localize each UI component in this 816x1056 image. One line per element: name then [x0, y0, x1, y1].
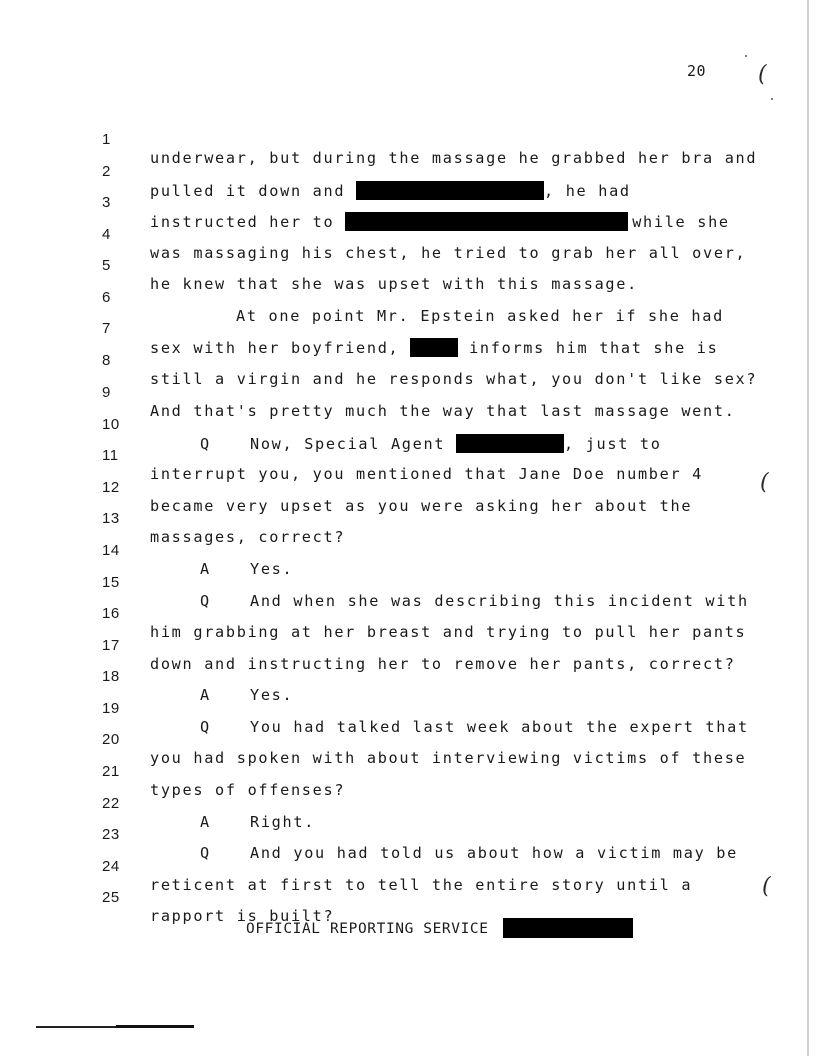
line-number: 10 — [102, 416, 120, 433]
line-text: , he had — [544, 182, 631, 200]
line-number: 8 — [102, 352, 111, 369]
transcript-line — [0, 650, 760, 704]
line-text: was massaging his chest, he tried to grab her all over, — [150, 244, 747, 262]
transcript-line — [0, 524, 760, 578]
speaker-label: Q — [200, 592, 211, 610]
line-text: Yes. — [250, 686, 294, 704]
line-text: instructed her to — [150, 213, 346, 231]
transcript-line — [0, 587, 760, 641]
line-number: 18 — [102, 668, 120, 685]
line-number: 4 — [102, 226, 111, 243]
scan-edge-rule — [807, 0, 809, 1056]
transcript-line — [0, 461, 760, 515]
transcript-line — [0, 176, 760, 231]
transcript-line — [0, 492, 760, 546]
transcript-line — [0, 208, 760, 262]
line-number: 14 — [102, 542, 120, 559]
transcript-line — [0, 713, 760, 767]
line-number: 7 — [102, 320, 111, 337]
margin-mark: ( — [762, 874, 771, 899]
speaker-label: Q — [200, 718, 211, 736]
line-number: 17 — [102, 637, 120, 654]
transcript-line — [0, 271, 760, 325]
line-text: down and instructing her to remove her pants, correct? — [150, 655, 736, 673]
line-text: massages, correct? — [150, 528, 346, 546]
transcript-line — [0, 682, 760, 736]
line-text: pulled it down and — [150, 182, 357, 200]
line-number: 20 — [102, 731, 120, 748]
line-number: 22 — [102, 795, 120, 812]
line-number: 9 — [102, 384, 111, 401]
speaker-label: A — [200, 560, 211, 578]
line-text: And that's pretty much the way that last massage went. — [150, 402, 736, 420]
line-number: 5 — [102, 257, 111, 274]
line-text: Now, Special Agent — [250, 435, 457, 453]
line-number: 15 — [102, 574, 120, 591]
line-text: interrupt you, you mentioned that Jane Doe number 4 — [150, 465, 704, 483]
line-text: Yes. — [250, 560, 294, 578]
line-text: while she — [632, 213, 730, 231]
transcript-line — [0, 556, 760, 610]
margin-mark: ( — [760, 470, 769, 495]
line-text: informs him that she is — [458, 339, 719, 357]
line-number: 19 — [102, 700, 120, 717]
line-text: you had spoken with about interviewing victims of these — [150, 749, 747, 767]
line-number: 25 — [102, 889, 120, 906]
speaker-label: A — [200, 813, 211, 831]
speaker-label: Q — [200, 844, 211, 862]
line-text: rapport is built? — [150, 907, 335, 925]
line-number: 3 — [102, 194, 111, 211]
transcript-line — [0, 366, 760, 420]
transcript-line — [0, 113, 760, 167]
line-text: reticent at first to tell the entire story until a — [150, 876, 693, 894]
line-number: 2 — [102, 163, 111, 180]
line-text: he knew that she was upset with this massage. — [150, 275, 638, 293]
transcript-line — [0, 145, 760, 200]
line-text: types of offenses? — [150, 781, 346, 799]
line-number: 11 — [102, 447, 119, 464]
transcript-line — [0, 808, 760, 862]
transcript-line — [0, 871, 760, 925]
line-text: And you had told us about how a victim may be — [250, 844, 738, 862]
line-text: underwear, but during the massage he grabbed her bra and — [150, 149, 758, 167]
line-number: 6 — [102, 289, 111, 306]
line-number: 1 — [102, 131, 111, 148]
scan-speck — [745, 55, 747, 57]
line-text: him grabbing at her breast and trying to pull her pants — [150, 623, 747, 641]
line-text: became very upset as you were asking her about the — [150, 497, 693, 515]
transcript-line — [0, 334, 760, 388]
line-text: At one point Mr. Epstein asked her if she had — [236, 307, 724, 325]
redaction-box — [503, 918, 633, 938]
transcript-line — [0, 745, 760, 799]
line-number: 12 — [102, 479, 120, 496]
transcript-line — [0, 840, 760, 894]
footer — [246, 918, 633, 938]
line-text: Right. — [250, 813, 316, 831]
bottom-rule — [116, 1025, 194, 1028]
line-number: 21 — [102, 763, 120, 780]
scan-speck — [771, 98, 773, 100]
page-number: 20 — [687, 62, 707, 80]
line-text: And when she was describing this incident with — [250, 592, 749, 610]
transcript-line — [0, 777, 760, 831]
line-number: 24 — [102, 858, 120, 875]
transcript-line — [0, 239, 760, 293]
speaker-label: Q — [200, 435, 211, 453]
margin-mark: ( — [758, 62, 767, 87]
line-number: 23 — [102, 826, 120, 843]
transcript-line — [0, 302, 760, 357]
line-text: sex with her boyfriend, — [150, 339, 411, 357]
line-number: 16 — [102, 605, 120, 622]
speaker-label: A — [200, 686, 211, 704]
line-number: 13 — [102, 510, 120, 527]
transcript-line — [0, 429, 760, 483]
line-text: You had talked last week about the expert that — [250, 718, 749, 736]
footer-text: OFFICIAL REPORTING SERVICE — [246, 921, 489, 937]
transcript-line — [0, 619, 760, 673]
line-text: , just to — [564, 435, 662, 453]
transcript-line — [0, 398, 760, 453]
line-text: still a virgin and he responds what, you don't like sex? — [150, 370, 758, 388]
